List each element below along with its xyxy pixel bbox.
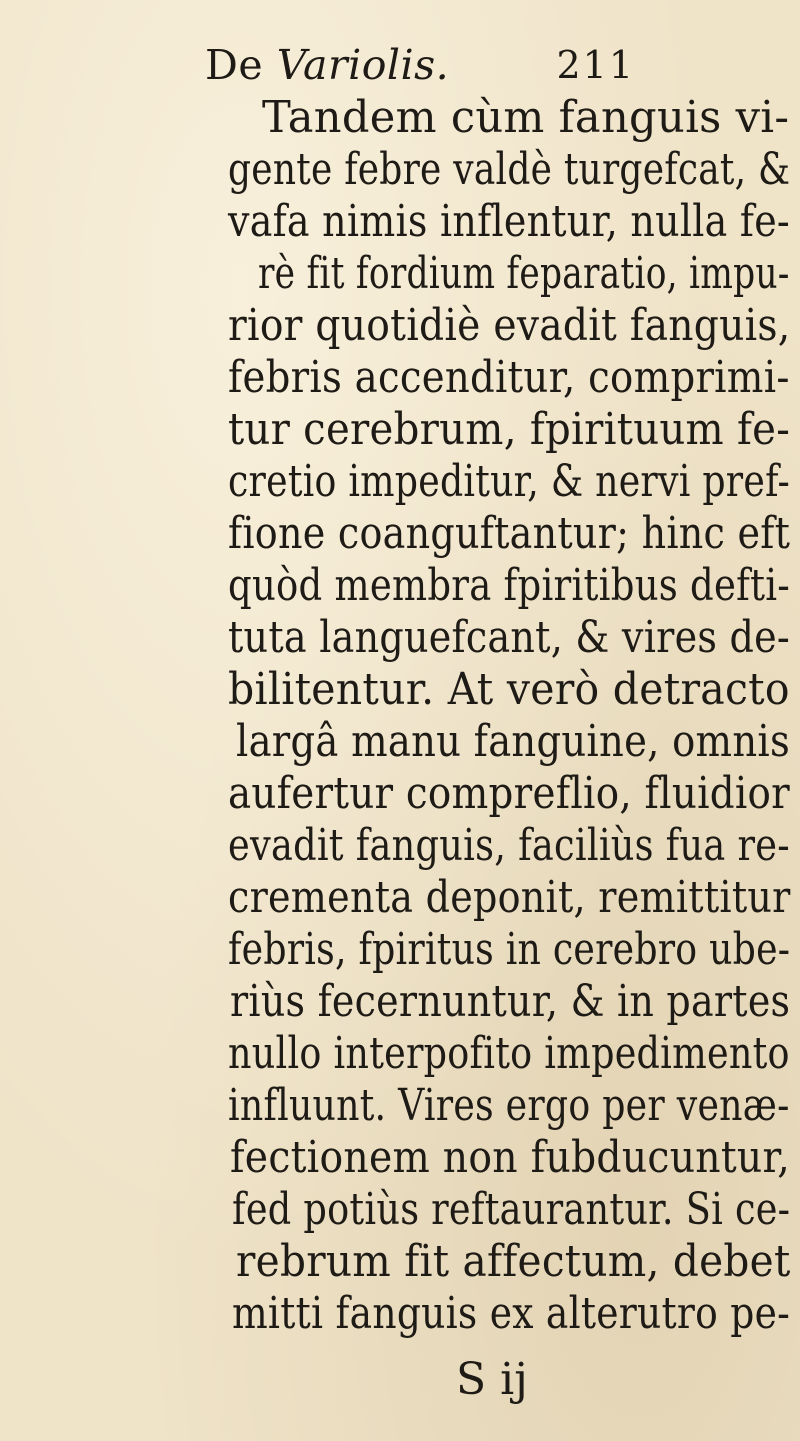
text-line: quòd membra fpiritibus defti- xyxy=(228,560,791,611)
text-line: fectionem non fubducuntur, xyxy=(230,1132,790,1183)
page-header xyxy=(205,40,635,90)
running-title-prefix: De xyxy=(205,41,264,89)
text-line: fed potiùs reftaurantur. Si ce- xyxy=(232,1184,791,1235)
text-line: aufertur compreflio, fluidior xyxy=(228,768,790,819)
running-title-word: Variolis. xyxy=(276,41,450,89)
text-line: vafa nimis inflentur, nulla fe- xyxy=(228,196,791,247)
running-title xyxy=(205,40,449,90)
text-line: febris accenditur, comprimi- xyxy=(228,352,790,403)
text-line: fione coanguftantur; hinc eft xyxy=(228,508,791,559)
text-line: rè fit fordium feparatio, impu- xyxy=(258,248,790,299)
text-line: riùs fecernuntur, & in partes xyxy=(230,976,791,1027)
text-line: nullo interpofito impedimento xyxy=(228,1028,790,1079)
text-line: mitti fanguis ex alterutro pe- xyxy=(232,1288,791,1339)
text-line: rior quotidiè evadit fanguis, xyxy=(228,300,791,351)
signature-mark: S ij xyxy=(456,1354,528,1405)
text-line: crementa deponit, remittitur xyxy=(228,872,791,923)
text-line: rebrum fit affectum, debet xyxy=(236,1236,791,1287)
text-line: cretio impeditur, & nervi pref- xyxy=(228,456,790,507)
text-line: influunt. Vires ergo per venæ- xyxy=(228,1080,790,1131)
text-line: evadit fanguis, faciliùs fua re- xyxy=(228,820,790,871)
text-line: bilitentur. At verò detracto xyxy=(228,664,790,715)
text-line: tur cerebrum, fpirituum fe- xyxy=(228,404,791,455)
text-line: febris, fpiritus in cerebro ube- xyxy=(228,924,791,975)
text-line: tuta languefcant, & vires de- xyxy=(228,612,791,663)
text-line: gente febre valdè turgefcat, & xyxy=(228,144,791,195)
text-line: Tandem cùm fanguis vi- xyxy=(262,92,790,143)
text-line: largâ manu fanguine, omnis xyxy=(236,716,790,767)
page-number: 211 xyxy=(556,43,635,87)
